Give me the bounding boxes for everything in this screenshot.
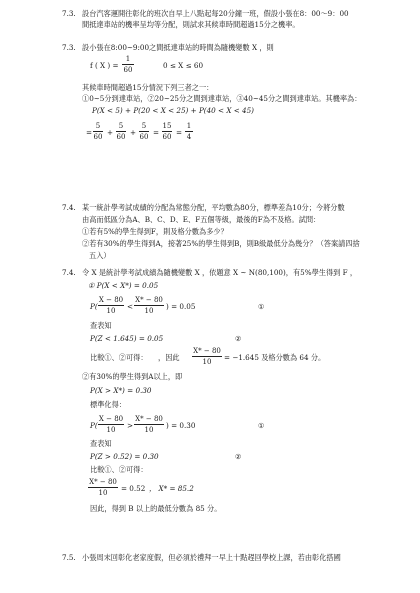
formula-eq: = — [153, 128, 160, 137]
fraction: 5 60 — [93, 122, 103, 141]
problem-text: 設台汽客運開往彰化的班次自早上八點起每20分鐘一班，假設小張在8：00～9：00 — [82, 9, 349, 18]
formula-op: + — [107, 128, 114, 137]
formula-condition: 0 ≤ X ≤ 60 — [163, 61, 204, 70]
fraction: X − 80 10 — [98, 415, 124, 434]
fraction: X − 80 10 — [98, 296, 124, 315]
fraction: 15 60 — [162, 122, 172, 141]
answer-text: 因此，得到 B 以上的最低分數為 85 分。 — [90, 504, 222, 513]
formula-op: > — [127, 421, 134, 430]
problem-number: 7.3. — [62, 9, 76, 18]
formula: ) = 0.30 — [166, 421, 196, 430]
formula-eq: = — [86, 128, 93, 137]
answer-text: 比較①、②可得： — [90, 353, 148, 362]
fraction: 1 4 — [186, 122, 192, 141]
problem-number: 7.4. — [62, 203, 76, 212]
problem-text: ①若有5%的學生得到F，則及格分數為多少？ — [82, 227, 228, 236]
answer-text: 比較①、②可得： — [90, 465, 148, 474]
answer-text: 其候車時間超過15分情況下列三者之一： — [82, 83, 214, 92]
answer-text: 設小張在8:00~9:00之間抵達車站的時間為隨機變數 X ，則 — [82, 43, 274, 52]
answer-text: 查表知 — [90, 439, 112, 448]
problem-number: 7.5. — [62, 553, 76, 562]
formula-lhs: f ( X ) = — [90, 61, 119, 70]
formula: ) = 0.05 — [166, 302, 196, 311]
fraction: X* − 80 10 — [89, 478, 117, 497]
formula: P(Z < 1.645) = 0.05 — [90, 334, 164, 343]
formula-op: + — [130, 128, 137, 137]
problem-text: ②若有30%的學生得到A，接著25%的學生得到B，則B級最低分為幾分？（答案請四捨 — [82, 239, 360, 248]
problem-text: 五入） — [89, 251, 111, 260]
equation-tag: ② — [235, 334, 242, 343]
formula: = 0.52 — [121, 484, 146, 493]
formula: P( — [90, 302, 98, 311]
equation-tag: ② — [235, 452, 242, 461]
equation-tag: ① — [258, 302, 265, 311]
answer-text: = −1.645 及格分數為 64 分。 — [224, 353, 326, 362]
fraction: 5 60 — [116, 122, 126, 141]
problem-text: 間抵達車站的機率呈均等分配，則試求其候車時間超過15分之機率。 — [82, 20, 300, 29]
answer-text: 查表知 — [90, 321, 112, 330]
formula-eq: = — [176, 128, 183, 137]
answer-text: ②有30%的學生得到A以上，即 — [82, 372, 183, 381]
problem-text: 由高而低區分為A、B、C、D、E、F五個等級，最後的F為不及格。試問： — [82, 215, 321, 224]
answer-number: 7.4. — [62, 268, 76, 277]
answer-text: 令 X 是統計學考試成績為隨機變數 X ，依題意 X ~ N(80,100)，有5%學生得到 F ， — [82, 268, 358, 277]
problem-text: 某一統計學考試成績的分配為常態分配，平均數為80分，標準差為10分；今將分數 — [82, 203, 345, 212]
formula: P(Z > 0.52) = 0.30 — [90, 452, 159, 461]
fraction: 1 60 — [123, 55, 133, 74]
answer-text: ，因此 — [158, 353, 180, 362]
formula: P( — [90, 421, 98, 430]
answer-number: 7.3. — [62, 43, 76, 52]
formula: P(X < 5) + P(20 < X < 25) + P(40 < X < 45) — [92, 106, 254, 115]
fraction: X* − 80 10 — [135, 296, 163, 315]
fraction: X* − 80 10 — [135, 415, 163, 434]
answer-text: 標準化得： — [90, 400, 126, 409]
fraction: 5 60 — [139, 122, 149, 141]
equation-tag: ① — [258, 421, 265, 430]
answer-text: ①0~5分到達車站，②20~25分之間到達車站，③40~45分之間到達車站。其機率為： — [82, 94, 362, 103]
problem-text: 小張周末回彰化老家度假，但必須於禮拜一早上十點趕回學校上課，若由彰化搭國 — [82, 553, 341, 562]
formula-op: < — [127, 302, 134, 311]
formula: P(X > X*) = 0.30 — [90, 386, 152, 395]
fraction: X* − 80 10 — [193, 347, 221, 366]
formula: ① P(X < X*) = 0.05 — [88, 281, 159, 290]
formula: ， X* = 85.2 — [149, 484, 194, 493]
